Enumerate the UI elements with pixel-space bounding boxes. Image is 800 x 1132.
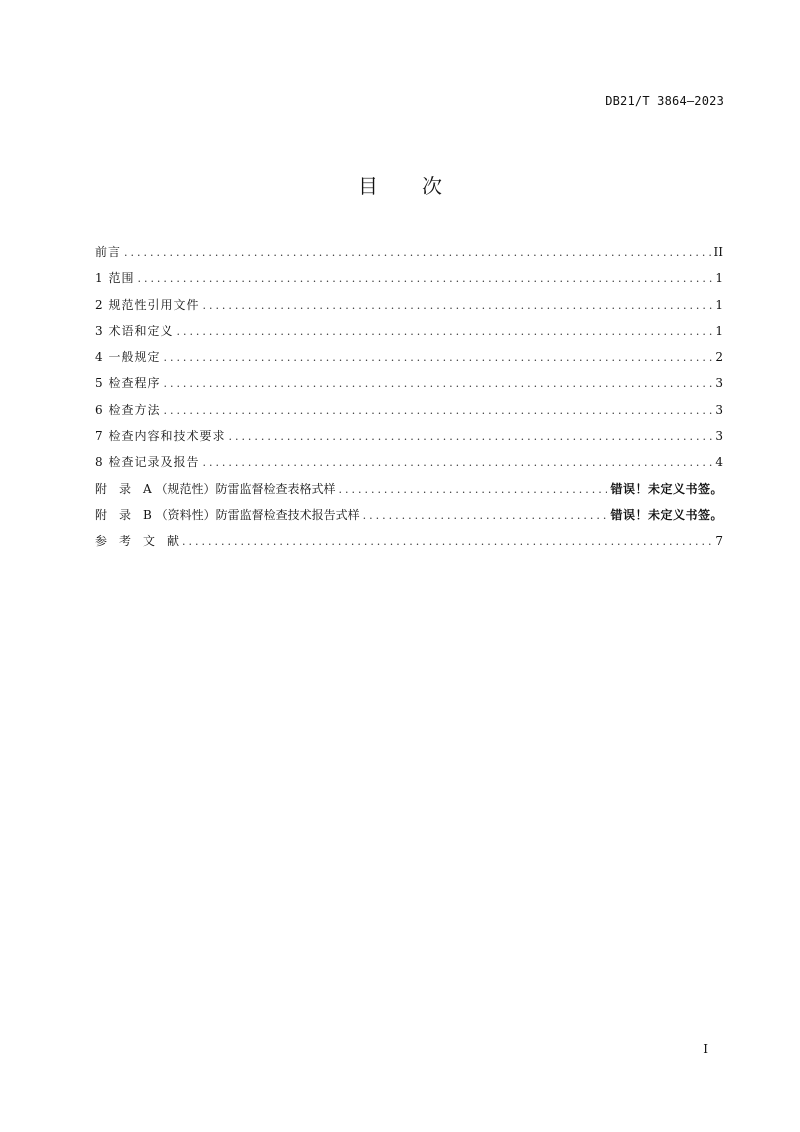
toc-entry-label: 6 检查方法: [95, 402, 161, 417]
dot-leader: [182, 532, 712, 552]
toc-entry-general-provisions[interactable]: [95, 347, 723, 373]
toc-entry-inspection-method[interactable]: [95, 400, 723, 426]
table-of-contents: [95, 242, 723, 558]
toc-entry-label: 附 录 A （规范性）防雷监督检查表格式样: [95, 481, 336, 496]
toc-entry-bibliography[interactable]: [95, 531, 723, 557]
toc-entry-terms-definitions[interactable]: [95, 321, 723, 347]
dot-leader: [202, 296, 712, 316]
standard-code: DB21/T 3864—2023: [605, 94, 724, 108]
toc-entry-label: 8 检查记录及报告: [95, 455, 200, 470]
dot-leader: [163, 348, 712, 368]
toc-entry-appendix-a[interactable]: [95, 479, 723, 505]
toc-entry-label: 4 一般规定: [95, 350, 161, 365]
toc-entry-appendix-b[interactable]: [95, 505, 723, 531]
toc-entry-label: 1 范围: [95, 271, 135, 286]
toc-entry-page: 7: [715, 534, 723, 549]
toc-entry-scope[interactable]: [95, 268, 723, 294]
toc-entry-foreword[interactable]: [95, 242, 723, 268]
dot-leader: [228, 427, 712, 447]
toc-entry-page: 3: [715, 376, 723, 391]
toc-entry-page: 1: [715, 297, 723, 312]
toc-entry-page: 2: [715, 350, 723, 365]
toc-entry-page: 3: [715, 429, 723, 444]
page-number: I: [703, 1042, 708, 1056]
toc-entry-label: 前言: [95, 245, 122, 259]
dot-leader: [163, 401, 712, 421]
title-char-2: 次: [422, 174, 442, 198]
toc-entry-page: 1: [715, 271, 723, 286]
dot-leader: [124, 243, 711, 263]
toc-entry-page: 3: [715, 402, 723, 417]
toc-entry-records-reports[interactable]: [95, 452, 723, 478]
toc-entry-inspection-procedure[interactable]: [95, 373, 723, 399]
page-title: [0, 170, 800, 199]
toc-entry-normative-references[interactable]: [95, 295, 723, 321]
dot-leader: [202, 453, 712, 473]
dot-leader: [176, 322, 712, 342]
dot-leader: [163, 374, 712, 394]
dot-leader: [363, 506, 608, 526]
toc-entry-label: 参 考 文 献: [95, 534, 180, 549]
toc-entry-page: II: [713, 245, 723, 259]
toc-entry-page-error: 错误！未定义书签。: [610, 507, 723, 522]
toc-entry-inspection-content[interactable]: [95, 426, 723, 452]
toc-entry-label: 附 录 B （资料性）防雷监督检查技术报告式样: [95, 507, 360, 522]
toc-entry-label: 7 检查内容和技术要求: [95, 429, 226, 444]
dot-leader: [137, 269, 712, 289]
toc-entry-page: 4: [715, 455, 723, 470]
toc-entry-label: 3 术语和定义: [95, 323, 174, 338]
toc-entry-label: 2 规范性引用文件: [95, 297, 200, 312]
toc-entry-page: 1: [715, 323, 723, 338]
toc-entry-label: 5 检查程序: [95, 376, 161, 391]
dot-leader: [338, 480, 607, 500]
title-char-1: 目: [358, 174, 378, 198]
toc-entry-page-error: 错误！未定义书签。: [610, 481, 723, 496]
